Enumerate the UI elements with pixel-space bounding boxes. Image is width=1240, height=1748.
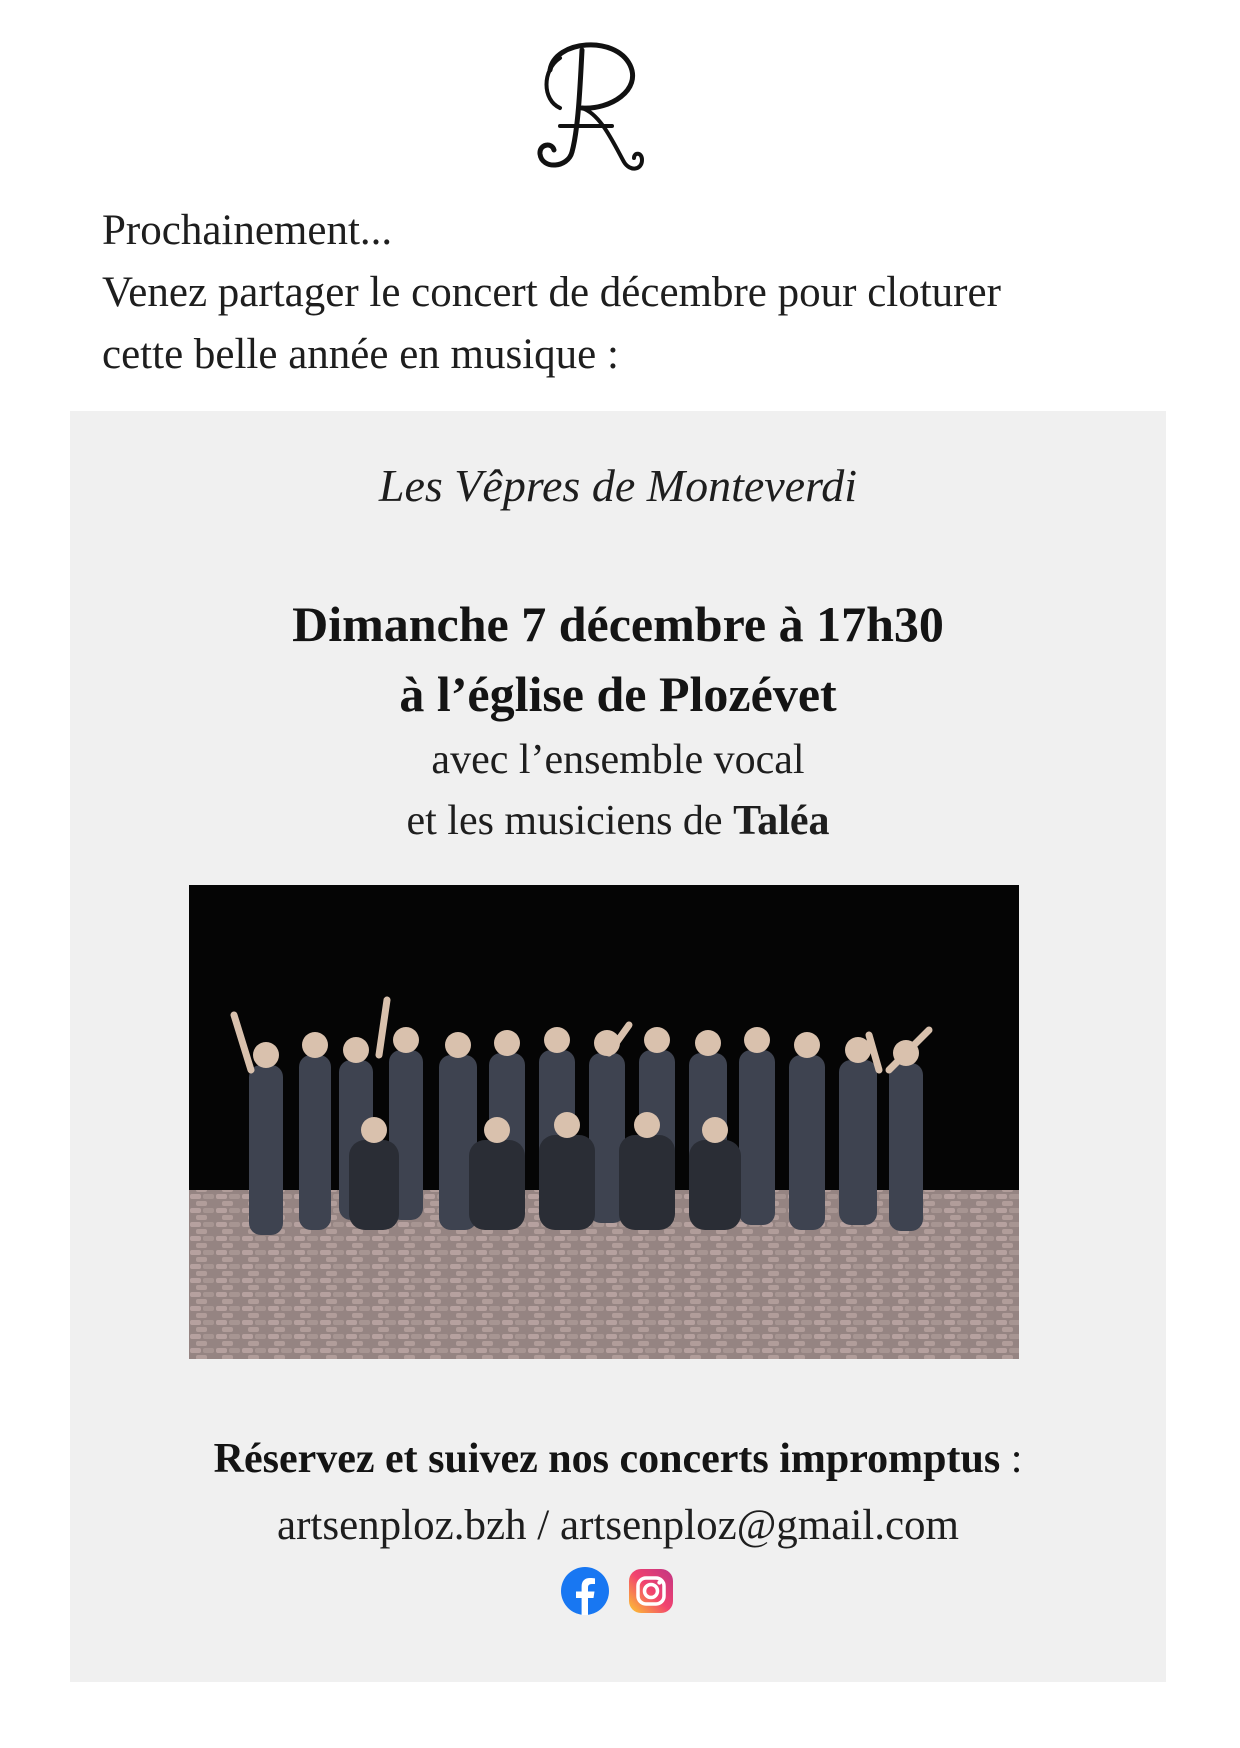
event-place: à l’église de Plozévet <box>399 666 837 722</box>
group-photo <box>189 885 1019 1359</box>
instagram-icon[interactable] <box>627 1567 675 1615</box>
musicians-prefix: et les musiciens de <box>406 798 734 844</box>
intro-text <box>102 200 1162 386</box>
ensemble-name: Taléa <box>733 798 830 844</box>
reserve-suffix: : <box>1000 1436 1023 1482</box>
contact-links[interactable]: artsenploz.bzh / artsenploz@gmail.com <box>277 1502 959 1549</box>
event-with: avec l’ensemble vocal <box>431 737 805 783</box>
event-panel <box>70 411 1166 1682</box>
intro-line-2: Venez partager le concert de décembre pour cloturer <box>102 269 1001 316</box>
facebook-icon[interactable] <box>561 1567 609 1615</box>
arts-en-ploz-logo <box>520 30 660 180</box>
reserve-bold: Réservez et suivez nos concerts impromptus <box>213 1436 1001 1482</box>
intro-line-1: Prochainement... <box>102 207 393 254</box>
event-title: Les Vêpres de Monteverdi <box>378 460 858 511</box>
reserve-text <box>70 1435 1166 1483</box>
event-musicians <box>70 797 1166 845</box>
social-icons <box>70 1567 1166 1615</box>
intro-line-3: cette belle année en musique : <box>102 331 619 378</box>
event-date: Dimanche 7 décembre à 17h30 <box>292 596 944 652</box>
